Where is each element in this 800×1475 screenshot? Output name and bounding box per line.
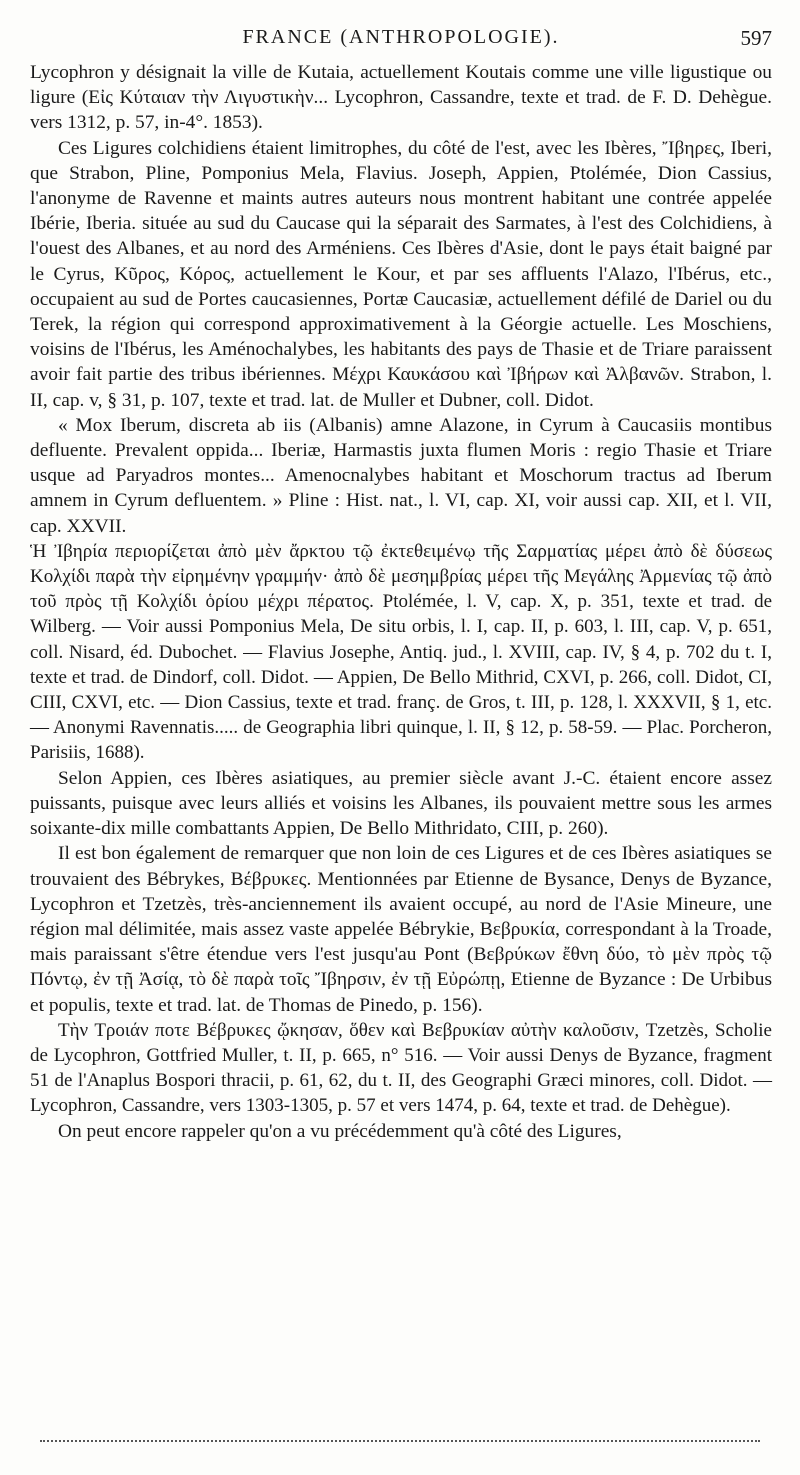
footer-rule: [40, 1440, 760, 1442]
page-number: 597: [740, 26, 772, 50]
paragraph-5: Selon Appien, ces Ibères asiatiques, au premier siècle avant J.-C. étaient encore assez puissants, puisque avec leurs alliés et voisins les Albanes, ils pouvaient mettre sous les armes soixante-dix mille combattants Appien, De Bello Mithridato, CIII, p. 260).: [30, 767, 772, 840]
paragraph-3: « Mox Iberum, discreta ab iis (Albanis) amne Alazone, in Cyrum à Caucasiis montibus defluente. Prevalent oppida... Iberiæ, Harmastis juxta flumen Moris : regio Thasie et Triare usque ad Paryadros montes... Amenocnalybes habitant et Moschorum tractus ad Iberum amnem in Cyrum defluentem. » Pline : Hist. nat., l. VI, cap. XI, voir aussi cap. XII, et l. VII, cap. XXVII.: [30, 414, 772, 537]
paragraph-7: Τὴν Τροιάν ποτε Βέβρυκες ᾤκησαν, ὅθεν καὶ Βεβρυκίαν αὐτὴν καλοῦσιν, Tzetzès, Scholie de Lycophron, Gottfried Muller, t. II, p. 665, n° 516. — Voir aussi Denys de Byzance, fragment 51 de l'Anaplus Bospori thracii, p. 61, 62, du t. II, des Geographi Græci minores, coll. Didot. — Lycophron, Cassandre, vers 1303-1305, p. 57 et vers 1474, p. 64, texte et trad. de Dehègue).: [30, 1019, 772, 1117]
paragraph-4: Ἡ Ἰβηρία περιορίζεται ἀπὸ μὲν ἄρκτου τῷ ἐκτεθειμένῳ τῆς Σαρματίας μέρει ἀπὸ δὲ δύσεως Κολχίδι παρὰ τὴν εἰρημένην γραμμήν· ἀπὸ δὲ μεσημβρίας μέρει τῆς Μεγάλης Ἀρμενίας τῷ ἀπὸ τοῦ πρὸς τῇ Κολχίδι ὁρίου μέχρι πέρατος. Ptolémée, l. V, cap. X, p. 351, texte et trad. de Wilberg. — Voir aussi Pomponius Mela, De situ orbis, l. I, cap. II, p. 603, l. III, cap. V, p. 651, coll. Nisard, éd. Dubochet. — Flavius Josephe, Antiq. jud., l. XVIII, cap. IV, § 4, p. 702 du t. I, texte et trad. de Dindorf, coll. Didot. — Appien, De Bello Mithrid, CXVI, p. 266, coll. Didot, CI, CIII, CXVI, etc. — Dion Cassius, texte et trad. franç. de Gros, t. III, p. 128, l. XXXVII, § 1, etc. — Anonymi Ravennatis..... de Geographia libri quinque, l. II, § 12, p. 58-59. — Plac. Porcheron, Parisiis, 1688).: [30, 540, 772, 764]
paragraph-1: Lycophron y désignait la ville de Kutaia, actuellement Koutais comme une ville ligustique ou ligure (Εἰς Κύταιαν τὴν Λιγυστικὴν... Lycophron, Cassandre, texte et trad. de F. D. Dehègue. vers 1312, p. 57, in-4°. 1853).: [30, 62, 772, 134]
paragraph-2: Ces Ligures colchidiens étaient limitrophes, du côté de l'est, avec les Ibères, Ἴβηρες, Iberi, que Strabon, Pline, Pomponius Mela, Flavius. Joseph, Appien, Ptolémée, Dion Cassius, l'anonyme de Ravenne et maints autres auteurs nous montrent habitant une contrée appelée Ibérie, Iberia. située au sud du Caucase qui la séparait des Sarmates, à l'est des Colchidiens, à l'ouest des Albanes, et au nord des Arméniens. Ces Ibères d'Asie, dont le pays était baigné par le Cyrus, Κῦρος, Κόρος, actuellement le Kour, et par ses affluents l'Alazo, l'Ibérus, etc., occupaient au sud de Portes caucasiennes, Portæ Caucasiæ, actuellement défilé de Dariel ou du Terek, la région qui correspond approximativement à la Géorgie actuelle. Les Moschiens, voisins de l'Ibérus, les Aménochalybes, les habitants des pays de Thasie et de Triare paraissent avoir fait partie des tribus ibériennes. Μέχρι Καυκάσου καὶ Ἰβήρων καὶ Ἀλβανῶν. Strabon, l. II, cap. v, § 31, p. 107, texte et trad. lat. de Muller et Dubner, coll. Didot.: [30, 137, 772, 411]
running-title: FRANCE (ANTHROPOLOGIE).: [242, 26, 560, 48]
paragraph-6: Il est bon également de remarquer que non loin de ces Ligures et de ces Ibères asiatiques se trouvaient des Bébrykes, Βέβρυκες. Mentionnées par Etienne de Bysance, Denys de Byzance, Lycophron et Tzetzès, très-anciennement ils avaient occupé, au nord de l'Asie Mineure, une région mal délimitée, mais assez vaste appelée Bébrykie, Βεβρυκία, correspondant à la Troade, mais paraissant s'être étendue vers l'est jusqu'au Pont (Βεβρύκων ἔθνη δύο, τὸ μὲν πρὸς τῷ Πόντῳ, ἐν τῇ Ἀσίᾳ, τὸ δὲ παρὰ τοῖς Ἴβηρσιν, ἐν τῇ Εὐρώπῃ, Etienne de Byzance : De Urbibus et populis, texte et trad. lat. de Thomas de Pinedo, p. 156).: [30, 843, 772, 1016]
page-body: [30, 60, 772, 1144]
page-header: [30, 26, 772, 56]
paragraph-8: On peut encore rappeler qu'on a vu précédemment qu'à côté des Ligures,: [58, 1120, 622, 1142]
